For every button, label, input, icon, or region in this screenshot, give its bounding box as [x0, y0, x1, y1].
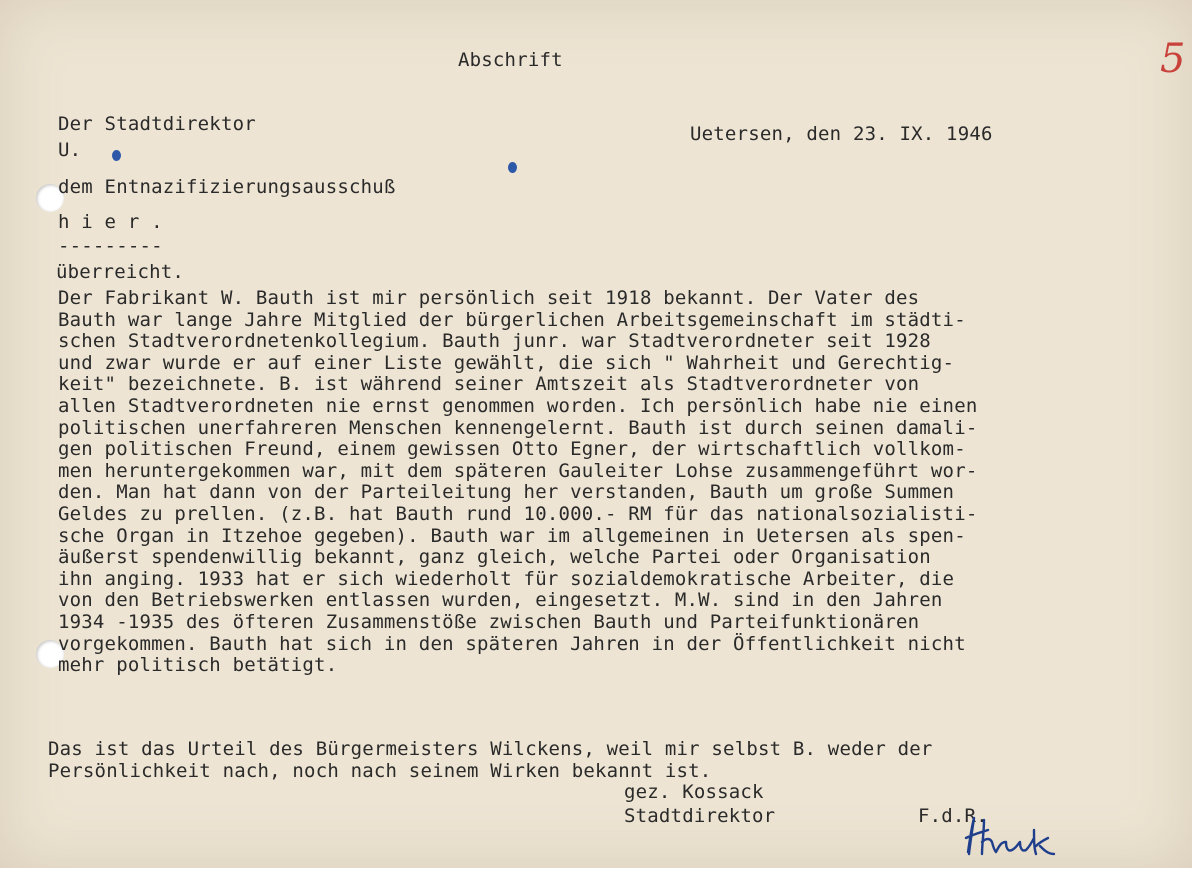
body-line: von den Betriebswerken entlassen wurden, eingesetzt. M.W. sind in den Jahren [58, 589, 943, 612]
recipient-line: dem Entnazifizierungsausschuß [58, 176, 396, 198]
body-line: mehr politisch betätigt. [58, 654, 338, 677]
signed-by: gez. Kossack [624, 781, 764, 803]
closing-line: Persönlichkeit nach, noch nach seinem Wirken bekannt ist. [48, 760, 712, 782]
closing-line: Das ist das Urteil des Bürgermeisters Wilckens, weil mir selbst B. weder der [48, 738, 933, 760]
body-line: Der Fabrikant W. Bauth ist mir persönlich seit 1918 bekannt. Der Vater des [58, 287, 920, 309]
body-line: gen politischen Freund, einem gewissen Otto Egner, der wirtschaftlich vollkom- [58, 438, 966, 461]
body-line: Geldes zu prellen. (z.B. hat Bauth rund 10.000.- RM für das nationalsozialisti- [58, 502, 978, 525]
signer-title: Stadtdirektor [624, 805, 776, 827]
body-line: vorgekommen. Bauth hat sich in den späteren Jahren in der Öffentlichkeit nicht [58, 632, 966, 655]
closing-paragraph [48, 738, 933, 782]
handwritten-signature [960, 808, 1060, 860]
body-line: sche Organ in Itzehoe gegeben). Bauth war im allgemeinen in Uetersen als spen- [58, 524, 966, 547]
body-line: den. Man hat dann von der Parteileitung her verstanden, Bauth um große Summen [58, 481, 955, 504]
place-date: Uetersen, den 23. IX. 1946 [690, 123, 993, 145]
body-line: ihn anging. 1933 hat er sich wiederholt für sozialdemokratische Arbeiter, die [58, 567, 955, 590]
body-line: Bauth war lange Jahre Mitglied der bürgerlichen Arbeitsgemeinschaft im städti- [58, 308, 966, 331]
scan-border [0, 868, 1192, 880]
body-line: politischen unerfahreren Menschen kennengelernt. Bauth ist durch seinen damali- [58, 416, 978, 439]
body-line: men heruntergekommen war, mit dem späteren Gauleiter Lohse zusammengeführt wor- [58, 459, 978, 482]
intro-line: überreicht. [56, 261, 185, 283]
document-heading: Abschrift [458, 49, 563, 71]
body-line: äußerst spendenwillig bekannt, ganz gleich, welche Partei oder Organisation [58, 546, 931, 569]
sender-line: Der Stadtdirektor [58, 113, 256, 135]
body-line: und zwar wurde er auf einer Liste gewählt, die sich " Wahrheit und Gerechtig- [58, 351, 955, 374]
ink-dot [508, 162, 517, 173]
recipient-underline: --------- [58, 235, 163, 257]
ink-dot [112, 150, 121, 161]
recipient-location: h i e r . [58, 211, 163, 233]
body-line: allen Stadtverordneten nie ernst genommen worden. Ich persönlich habe nie einen [58, 394, 978, 417]
letter-body [58, 288, 1192, 677]
body-line: schen Stadtverordnetenkollegium. Bauth junr. war Stadtverordneter seit 1928 [58, 330, 931, 353]
body-line: 1934 -1935 des öfteren Zusammenstöße zwischen Bauth und Parteifunktionären [58, 610, 920, 633]
sender-mark: U. [58, 139, 82, 161]
fdr-mark: F.d.R. [918, 805, 988, 827]
body-line: keit" bezeichnete. B. ist während seiner Amtszeit als Stadtverordneter von [58, 373, 920, 396]
page-number: 5 [1160, 36, 1186, 82]
